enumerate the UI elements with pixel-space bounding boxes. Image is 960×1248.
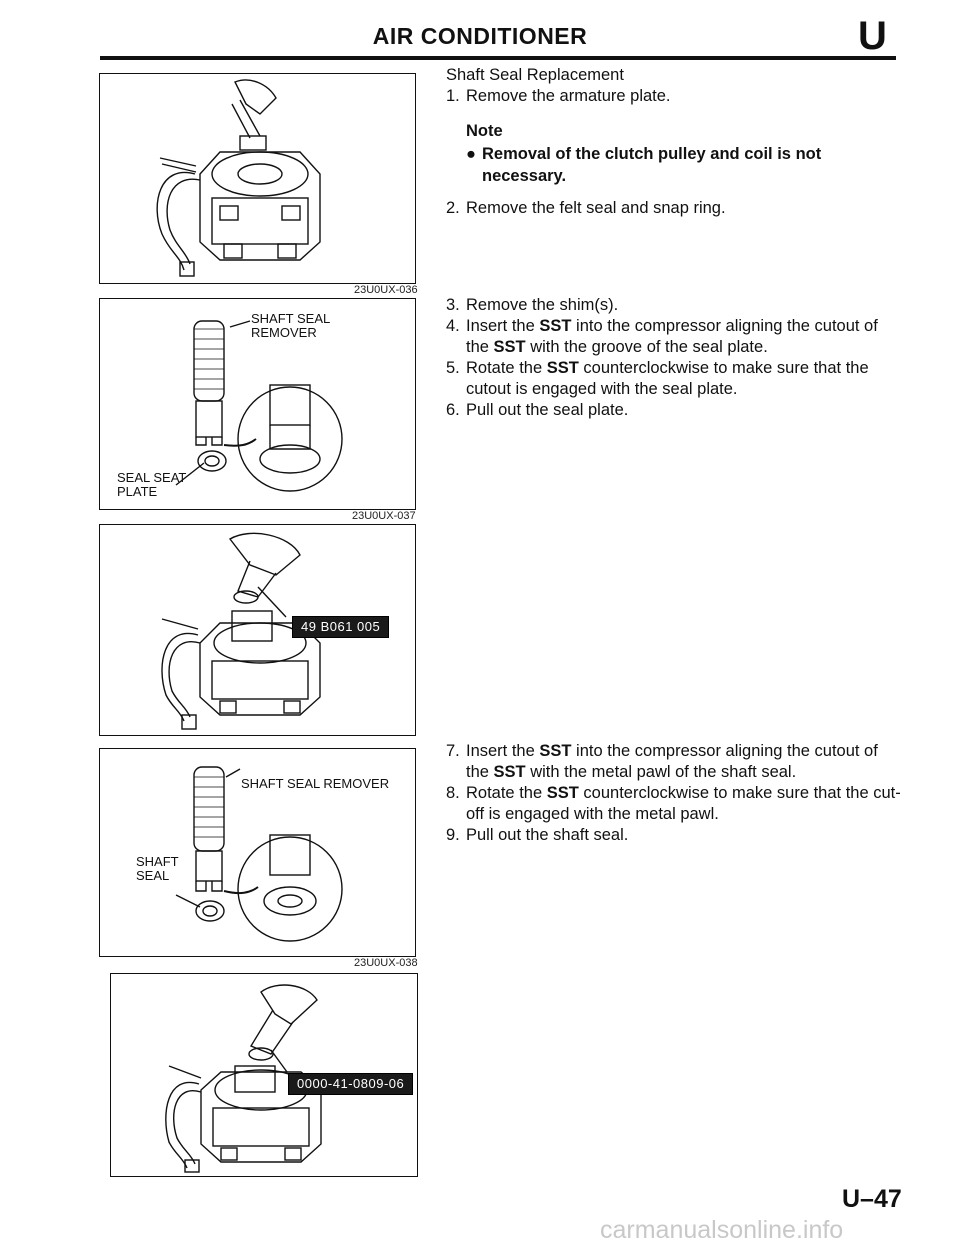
step-number: 4. (446, 317, 460, 335)
step-1 (446, 86, 906, 107)
callout-line-1: SHAFT SEAL (251, 311, 331, 326)
step-number: 3. (446, 296, 460, 314)
step-text: Remove the armature plate. (466, 87, 671, 105)
note-heading: Note (466, 122, 503, 140)
compressor-illustration-1 (100, 74, 415, 283)
callout-line-2: REMOVER (251, 325, 317, 340)
step-number: 8. (446, 784, 460, 802)
step-2 (446, 198, 906, 219)
step-number: 9. (446, 826, 460, 844)
step-6 (446, 400, 906, 421)
step-7 (446, 741, 906, 783)
figure-code-3: 23U0UX-038 (354, 957, 418, 969)
step-text: Rotate the SST counterclockwise to make sure that the cutout is engaged with the seal plate. (466, 359, 869, 398)
step-5 (446, 358, 906, 400)
callout-line-2: PLATE (117, 484, 158, 499)
figure-remove-armature-plate (99, 73, 416, 284)
note-item (466, 143, 906, 187)
note-bullet: ● (466, 145, 476, 163)
step-number: 2. (446, 199, 460, 217)
step-8 (446, 783, 906, 825)
step-number: 1. (446, 87, 460, 105)
header-rule (100, 56, 896, 60)
section-letter: U (858, 14, 887, 58)
callout-seal-seat-plate (117, 471, 186, 499)
figure-code-1: 23U0UX-036 (354, 284, 418, 296)
page-number: U–47 (842, 1185, 902, 1213)
step-text: Insert the SST into the compressor aligning the cutout of the SST with the groove of the seal plate. (466, 317, 878, 356)
watermark: carmanualsonline.info (600, 1216, 844, 1244)
section-title: Shaft Seal Replacement (446, 66, 624, 84)
step-number: 6. (446, 401, 460, 419)
callout-line-2: SEAL (136, 868, 170, 883)
callout-line-1: SHAFT (136, 854, 179, 869)
step-text: Pull out the seal plate. (466, 401, 629, 419)
figure-code-2: 23U0UX-037 (352, 510, 416, 522)
note-text: Removal of the clutch pulley and coil is not necessary. (482, 145, 822, 185)
step-text: Remove the shim(s). (466, 296, 619, 314)
tool-number-label-2: 0000-41-0809-06 (288, 1073, 413, 1095)
step-text: Remove the felt seal and snap ring. (466, 199, 726, 217)
step-9 (446, 825, 906, 846)
step-text: Rotate the SST counterclockwise to make sure that the cut- off is engaged with the metal pawl. (466, 784, 901, 823)
step-number: 7. (446, 742, 460, 760)
tool-number-label-1: 49 B061 005 (292, 616, 389, 638)
callout-shaft-seal (136, 855, 179, 883)
callout-shaft-seal-remover (251, 312, 330, 340)
step-text: Pull out the shaft seal. (466, 826, 629, 844)
step-text: Insert the SST into the compressor aligning the cutout of the SST with the metal pawl of the shaft seal. (466, 742, 878, 781)
callout-shaft-seal-remover-2: SHAFT SEAL REMOVER (241, 776, 390, 791)
step-3 (446, 295, 906, 316)
step-4 (446, 316, 906, 358)
callout-line-1: SEAL SEAT (117, 470, 187, 485)
page-header-title: AIR CONDITIONER (372, 23, 588, 49)
step-number: 5. (446, 359, 460, 377)
